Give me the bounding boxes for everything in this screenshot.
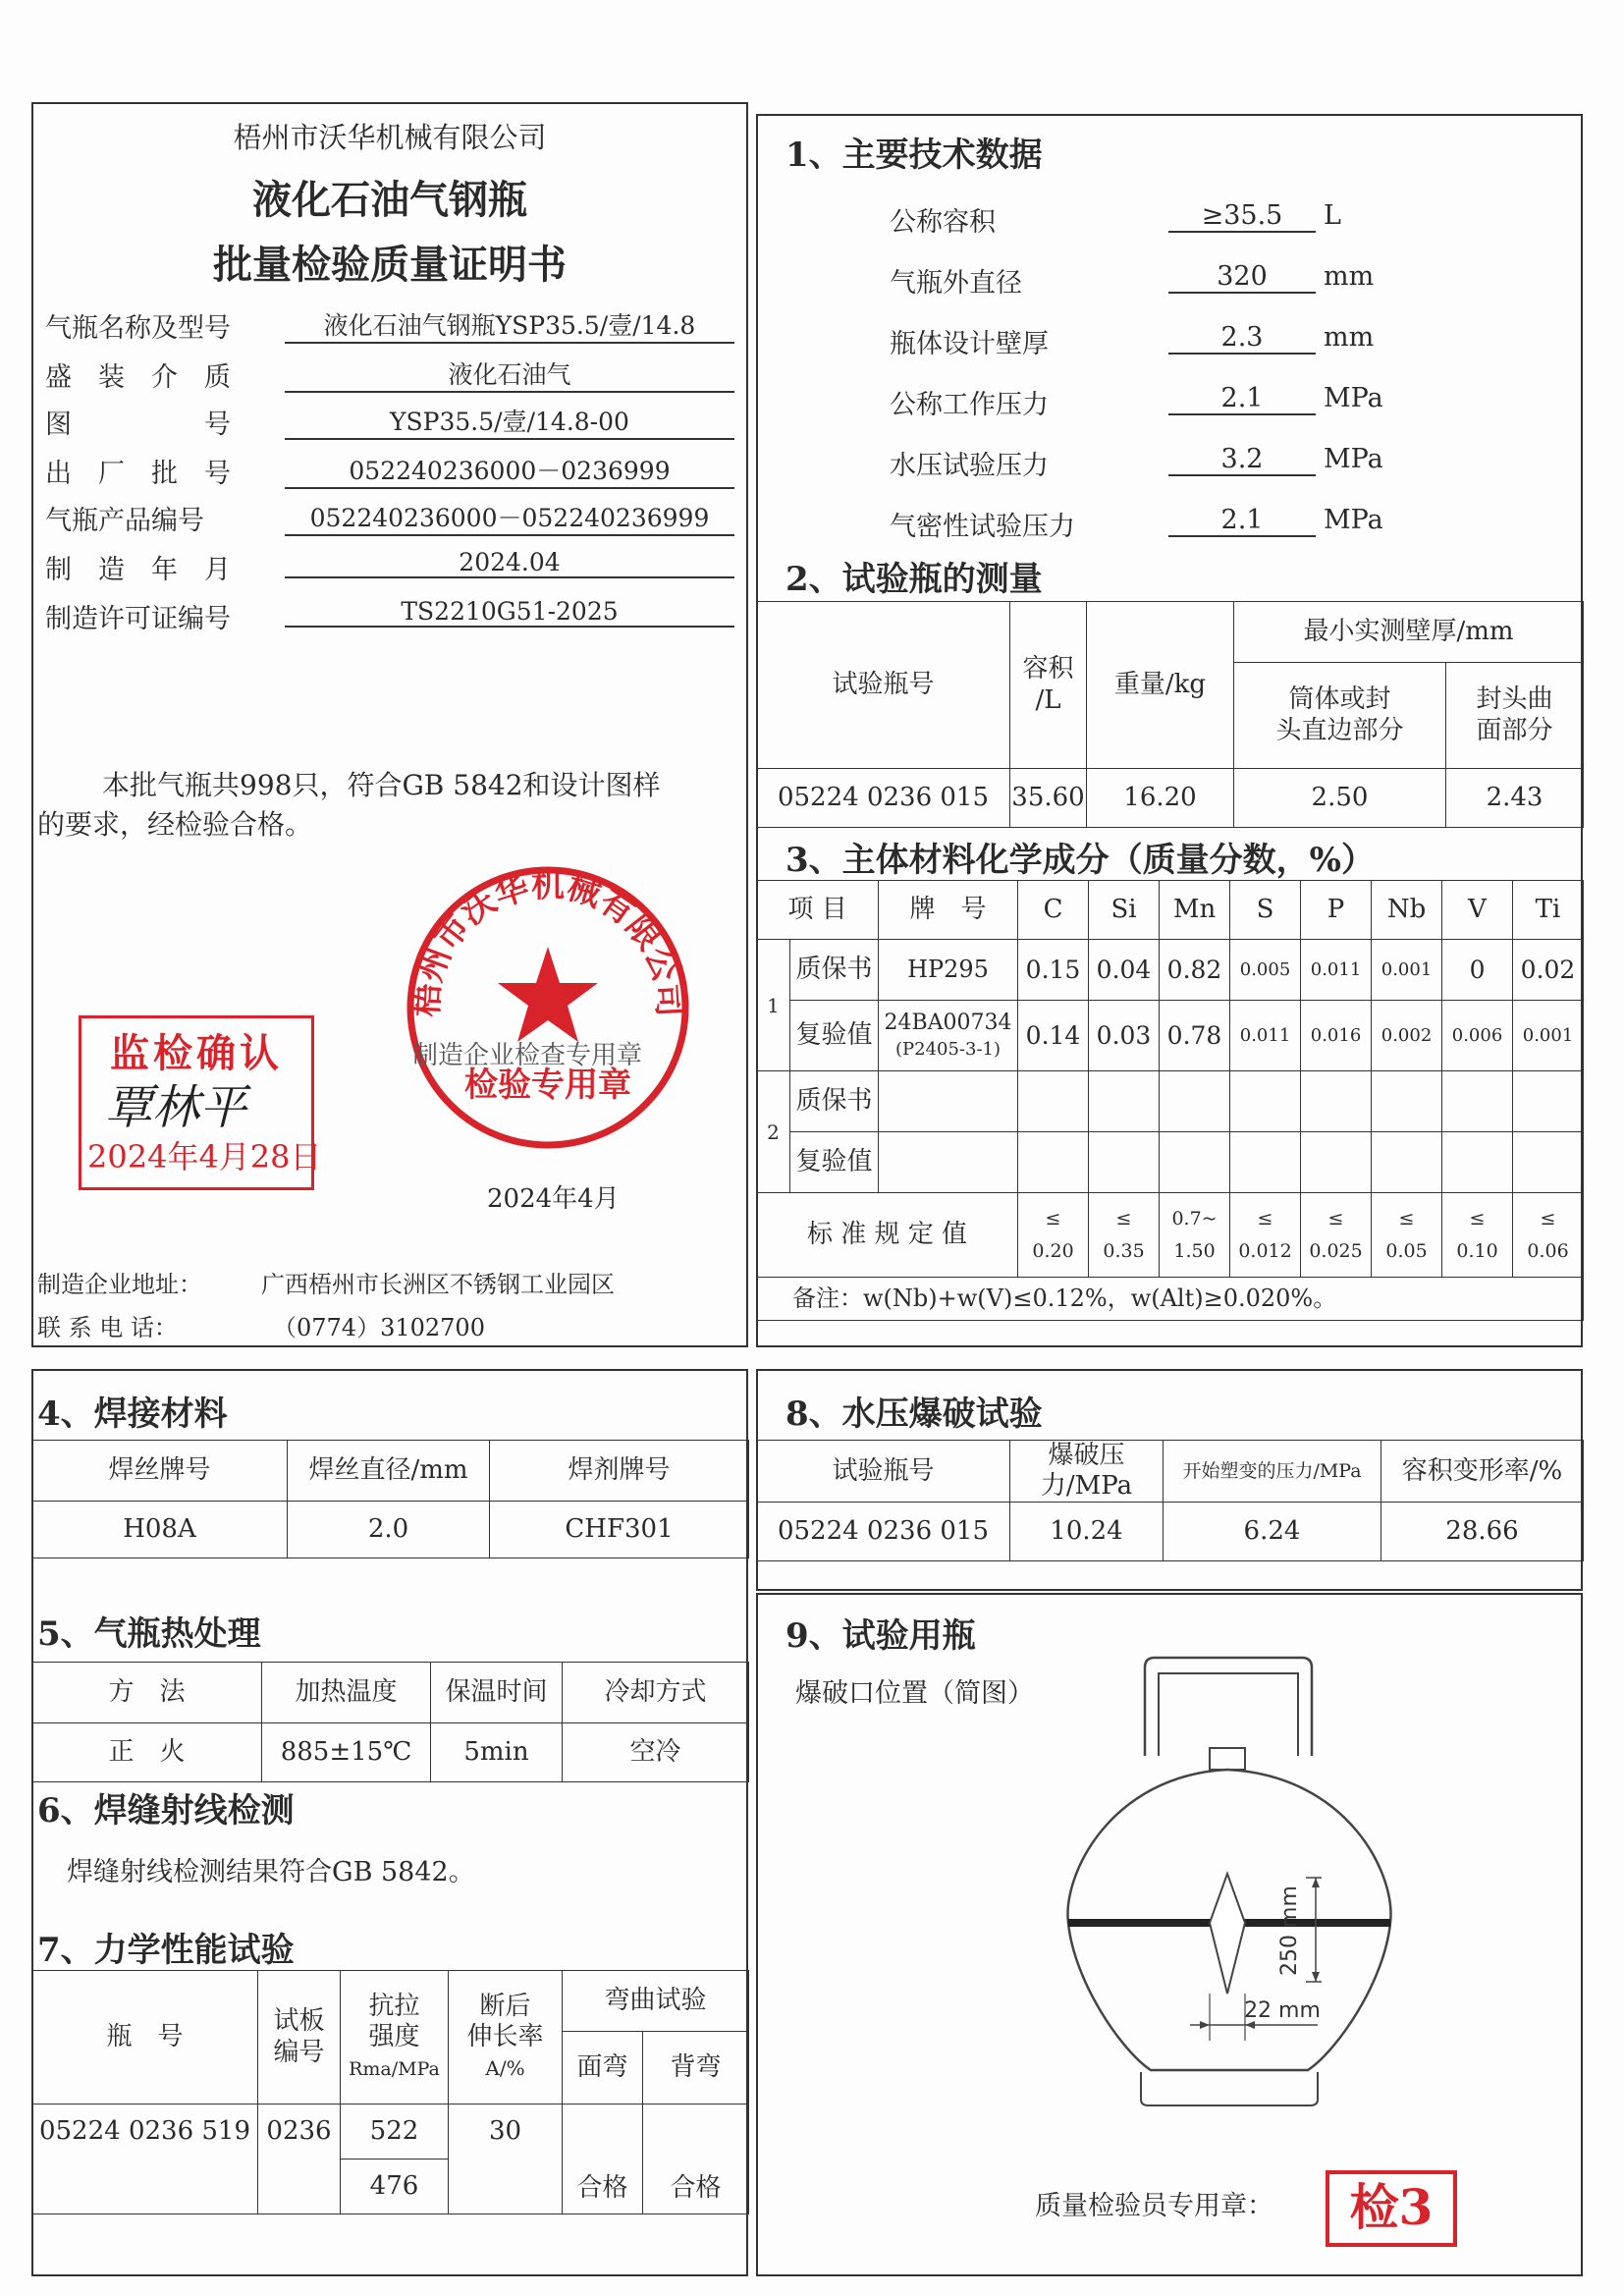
chem-h-element: Si — [1089, 881, 1160, 940]
chem-std-top: ≤ — [1540, 1208, 1556, 1230]
weld-header: 焊剂牌号 — [490, 1441, 749, 1502]
tech-label: 气密性试验压力 — [890, 512, 1075, 542]
process-panel — [31, 1369, 748, 2276]
measure-h-vol — [1010, 602, 1087, 769]
bottle-panel — [756, 1593, 1583, 2276]
measure-h-body — [1234, 663, 1446, 769]
chem-h-grade: 牌 号 — [879, 881, 1018, 940]
mech-h-back: 背弯 — [643, 2032, 749, 2105]
heat-header: 冷却方式 — [563, 1663, 749, 1723]
chem-h-element: C — [1018, 881, 1089, 940]
burst-heading: 8、水压爆破试验 — [785, 1394, 1043, 1434]
chem-r1-label: 质保书 — [790, 940, 879, 1001]
mech-h-plate-2: 编号 — [273, 2037, 325, 2067]
heat-header: 保温时间 — [431, 1663, 563, 1723]
burst-header: 试验瓶号 — [757, 1441, 1010, 1503]
mech-h-elong-1: 断后 — [479, 1991, 531, 2021]
chem-empty-cell — [1372, 1132, 1442, 1193]
chem-r2-value: 0.002 — [1372, 1001, 1442, 1071]
chem-std-bottom: 0.20 — [1032, 1239, 1074, 1262]
tech-value: 3.2 — [1168, 444, 1316, 476]
measure-bottle: 05224 0236 015 — [757, 769, 1010, 828]
mech-h-elong — [449, 1971, 563, 2105]
chem-empty-cell — [1442, 1132, 1513, 1193]
chem-r2-value: 0.14 — [1018, 1001, 1089, 1071]
tech-unit: MPa — [1324, 505, 1383, 535]
chem-std-value — [1160, 1193, 1230, 1278]
chem-std-bottom: 0.10 — [1456, 1239, 1498, 1262]
chem-std-top: ≤ — [1469, 1208, 1486, 1230]
cert-field-value: 2024.04 — [285, 548, 734, 578]
measure-h-bottle: 试验瓶号 — [757, 602, 1010, 769]
chem-r1-value: 0 — [1442, 940, 1513, 1001]
certificate-panel — [31, 102, 748, 1347]
burst-header: 开始塑变的压力/MPa — [1164, 1441, 1381, 1503]
mech-heading: 7、力学性能试验 — [37, 1931, 295, 1970]
chem-r1-value: 0.15 — [1018, 940, 1089, 1001]
chem-std-top: ≤ — [1045, 1208, 1061, 1230]
measure-h-weight: 重量/kg — [1087, 602, 1234, 769]
cert-field-label: 制 造 年 月 — [45, 555, 231, 585]
chem-h-element: V — [1442, 881, 1513, 940]
xray-heading: 6、焊缝射线检测 — [37, 1791, 295, 1831]
inspection-stamp — [79, 1015, 322, 1190]
chem-std-bottom: 0.025 — [1309, 1239, 1363, 1262]
chem-empty-cell — [1230, 1071, 1301, 1132]
burst-value: 28.66 — [1381, 1503, 1584, 1561]
chem-heading: 3、主体材料化学成分（质量分数，%） — [785, 841, 1375, 880]
chem-r2-value: 0.001 — [1513, 1001, 1584, 1071]
chem-r2-value: 0.011 — [1230, 1001, 1301, 1071]
chem-empty-cell — [1513, 1132, 1584, 1193]
heat-heading: 5、气瓶热处理 — [37, 1614, 261, 1654]
measure-head: 2.43 — [1446, 769, 1584, 828]
dim-vertical-label: 250 mm — [1277, 1886, 1302, 1976]
chem-std-label: 标 准 规 定 值 — [757, 1193, 1018, 1278]
address-value: 广西梧州市长洲区不锈钢工业园区 — [261, 1271, 615, 1298]
cert-field-label: 出 厂 批 号 — [45, 459, 231, 489]
heat-value: 正 火 — [32, 1723, 262, 1782]
chem-r1-value: 0.011 — [1301, 940, 1372, 1001]
mech-h-plate-1: 试板 — [273, 2006, 325, 2037]
mech-h-plate — [258, 1971, 341, 2105]
heat-value: 5min — [431, 1723, 563, 1782]
xray-text: 焊缝射线检测结果符合GB 5842。 — [67, 1857, 475, 1887]
chem-std-top: ≤ — [1327, 1208, 1344, 1230]
measure-body: 2.50 — [1234, 769, 1446, 828]
mech-tensile-1: 522 — [341, 2105, 449, 2159]
chem-empty-cell — [1230, 1132, 1301, 1193]
chem-std-value — [1089, 1193, 1160, 1278]
inspection-stamp-title: 监检确认 — [110, 1030, 283, 1076]
chem-empty-cell — [1301, 1071, 1372, 1132]
cert-field-value: TS2210G51-2025 — [285, 597, 734, 628]
cert-field-value: 052240236000－0236999 — [285, 452, 734, 489]
weld-header: 焊丝直径/mm — [288, 1441, 490, 1502]
measure-weight: 16.20 — [1087, 769, 1234, 828]
cert-field-label: 图 号 — [45, 410, 231, 440]
chem-r3-label: 质保书 — [790, 1071, 879, 1132]
chem-std-value — [1372, 1193, 1442, 1278]
bottle-heading: 9、试验用瓶 — [785, 1616, 976, 1656]
measure-vol: 35.60 — [1010, 769, 1087, 828]
mech-table — [31, 1970, 749, 2214]
chem-r1-value: 0.02 — [1513, 940, 1584, 1001]
chem-table — [756, 880, 1584, 1321]
bottle-sub: 爆破口位置（简图） — [795, 1678, 1034, 1709]
cert-field-label: 制造许可证编号 — [45, 604, 231, 634]
phone-label: 联 系 电 话： — [37, 1314, 178, 1341]
tech-value: 2.3 — [1168, 322, 1316, 355]
cert-field-label: 气瓶产品编号 — [45, 506, 204, 536]
burst-header: 爆破压力/MPa — [1010, 1441, 1164, 1503]
tech-label: 瓶体设计壁厚 — [890, 329, 1049, 359]
chem-h-element: Mn — [1160, 881, 1230, 940]
chem-std-value — [1301, 1193, 1372, 1278]
tech-unit: mm — [1324, 322, 1375, 353]
chem-r2-grade-main: 24BA00734 — [884, 1011, 1012, 1036]
mech-h-elong-2: 伸长率 — [466, 2021, 544, 2051]
mech-back: 合格 — [643, 2105, 749, 2214]
tech-value: ≥35.5 — [1168, 200, 1316, 233]
mech-h-face: 面弯 — [563, 2032, 643, 2105]
chem-std-bottom: 0.05 — [1385, 1239, 1428, 1262]
burst-table — [756, 1440, 1584, 1561]
chem-empty-cell — [1160, 1071, 1230, 1132]
measure-h-body-2: 头直边部分 — [1275, 715, 1404, 745]
mech-elong: 30 — [449, 2105, 563, 2214]
tech-label: 水压试验压力 — [890, 451, 1049, 481]
measure-h-head-1: 封头曲 — [1476, 684, 1553, 715]
mech-h-bottle: 瓶 号 — [32, 1971, 258, 2105]
tech-label: 公称工作压力 — [890, 390, 1049, 420]
seal-caption: 制造企业检查专用章 — [412, 1041, 643, 1070]
measure-h-min: 最小实测壁厚/mm — [1234, 602, 1584, 663]
mech-h-bend: 弯曲试验 — [563, 1971, 749, 2032]
address-label: 制造企业地址： — [37, 1271, 202, 1298]
measure-h-body-1: 筒体或封 — [1288, 684, 1391, 715]
chem-empty-cell — [1442, 1071, 1513, 1132]
chem-r2-value: 0.006 — [1442, 1001, 1513, 1071]
chem-std-value — [1230, 1193, 1301, 1278]
chem-r2-grade-sub: (P2405-3-1) — [894, 1038, 1001, 1060]
tech-unit: mm — [1324, 261, 1375, 292]
chem-empty-cell — [879, 1132, 1018, 1193]
chem-group-2: 2 — [757, 1071, 790, 1193]
heat-value: 空冷 — [563, 1723, 749, 1782]
cert-field-value: 液化石油气 — [285, 355, 734, 393]
chem-h-element: P — [1301, 881, 1372, 940]
tech-value: 2.1 — [1168, 383, 1316, 415]
chem-std-bottom: 0.012 — [1238, 1239, 1292, 1262]
phone-value: （0774）3102700 — [273, 1314, 485, 1341]
chem-r2-value: 0.78 — [1160, 1001, 1230, 1071]
dim-horizontal-label: 22 mm — [1244, 1998, 1321, 2023]
measure-h-head-2: 面部分 — [1476, 715, 1553, 745]
chem-r2-grade — [879, 1001, 1018, 1071]
tech-value: 2.1 — [1168, 505, 1316, 537]
chem-r2-value: 0.03 — [1089, 1001, 1160, 1071]
tech-unit: L — [1324, 200, 1341, 231]
cert-field-label: 气瓶名称及型号 — [45, 313, 231, 344]
chem-std-top: 0.7~ — [1171, 1208, 1218, 1230]
chem-empty-cell — [1301, 1132, 1372, 1193]
tech-heading: 1、主要技术数据 — [785, 136, 1043, 175]
chem-h-item: 项 目 — [757, 881, 879, 940]
chem-empty-cell — [1513, 1071, 1584, 1132]
weld-header: 焊丝牌号 — [32, 1441, 288, 1502]
tech-unit: MPa — [1324, 383, 1383, 413]
cert-field-value: YSP35.5/壹/14.8-00 — [285, 403, 734, 440]
chem-r2-value: 0.016 — [1301, 1001, 1372, 1071]
burst-value: 05224 0236 015 — [757, 1503, 1010, 1561]
chem-std-bottom: 0.35 — [1103, 1239, 1145, 1262]
chem-empty-cell — [1160, 1132, 1230, 1193]
weld-value: 2.0 — [288, 1502, 490, 1558]
inspection-signature: 覃林平 — [105, 1080, 247, 1135]
seal-bottom-text: 检验专用章 — [464, 1066, 631, 1105]
weld-value: CHF301 — [490, 1502, 749, 1558]
cert-field-label: 盛 装 介 质 — [45, 362, 231, 393]
chem-h-element: Ti — [1513, 881, 1584, 940]
measure-h-vol-text: 容积 — [1022, 654, 1074, 684]
burst-header: 容积变形率/% — [1381, 1441, 1584, 1503]
weld-heading: 4、焊接材料 — [37, 1394, 228, 1434]
mech-h-tensile-3: Rma/MPa — [349, 2058, 440, 2081]
mech-h-elong-3: A/% — [485, 2056, 525, 2081]
measure-h-vol-unit: /L — [1035, 684, 1061, 715]
seal-date: 2024年4月 — [487, 1184, 620, 1214]
tech-label: 气瓶外直径 — [890, 268, 1022, 299]
chem-empty-cell — [879, 1071, 1018, 1132]
chem-r2-label: 复验值 — [790, 1001, 879, 1071]
chem-r1-value: 0.005 — [1230, 940, 1301, 1001]
mech-h-tensile — [341, 1971, 449, 2105]
inspector-label: 质量检验员专用章： — [1035, 2191, 1273, 2221]
mech-face: 合格 — [563, 2105, 643, 2214]
burst-value: 10.24 — [1010, 1503, 1164, 1561]
chem-r1-value: 0.04 — [1089, 940, 1160, 1001]
heat-table — [31, 1662, 749, 1782]
statement-line-2: 的要求，经检验合格。 — [37, 808, 313, 841]
seal-ring-text: 梧州市沃华机械有限公司 — [406, 865, 689, 1018]
cert-field-value: 液化石油气钢瓶YSP35.5/壹/14.8 — [285, 306, 734, 344]
chem-r4-label: 复验值 — [790, 1132, 879, 1193]
heat-value: 885±15℃ — [262, 1723, 431, 1782]
tech-panel — [756, 114, 1583, 1347]
chem-std-top: ≤ — [1257, 1208, 1273, 1230]
chem-empty-cell — [1372, 1071, 1442, 1132]
chem-empty-cell — [1018, 1132, 1089, 1193]
inspector-stamp: 检3 — [1326, 2170, 1457, 2247]
doc-title-2: 批量检验质量证明书 — [213, 242, 567, 288]
tech-unit: MPa — [1324, 444, 1383, 474]
weld-table — [31, 1440, 749, 1558]
burst-value: 6.24 — [1164, 1503, 1381, 1561]
chem-h-element: S — [1230, 881, 1301, 940]
mech-tensile-2: 476 — [341, 2159, 449, 2214]
chem-empty-cell — [1089, 1132, 1160, 1193]
chem-std-value — [1513, 1193, 1584, 1278]
weld-value: H08A — [32, 1502, 288, 1558]
measure-table — [756, 601, 1584, 828]
chem-note: 备注：w(Nb)+w(V)≤0.12%，w(Alt)≥0.020%。 — [757, 1278, 1584, 1321]
inspection-date: 2024年4月28日 — [87, 1138, 322, 1175]
company-name: 梧州市沃华机械有限公司 — [233, 121, 547, 154]
chem-group-1: 1 — [757, 940, 790, 1071]
chem-std-bottom: 1.50 — [1173, 1239, 1216, 1262]
statement-line-1: 本批气瓶共998只，符合GB 5842和设计图样 — [102, 769, 661, 801]
chem-std-top: ≤ — [1115, 1208, 1132, 1230]
chem-r1-grade: HP295 — [879, 940, 1018, 1001]
bottle-diagram — [1053, 1628, 1406, 2119]
burst-panel — [756, 1369, 1583, 1591]
heat-header: 方 法 — [32, 1663, 262, 1723]
doc-title-1: 液化石油气钢瓶 — [252, 177, 527, 223]
mech-plate: 0236 — [258, 2105, 341, 2214]
cert-field-value: 052240236000－052240236999 — [285, 499, 734, 536]
chem-std-bottom: 0.06 — [1527, 1239, 1569, 1262]
measure-h-head — [1446, 663, 1584, 769]
chem-std-value — [1018, 1193, 1089, 1278]
chem-empty-cell — [1018, 1071, 1089, 1132]
chem-std-value — [1442, 1193, 1513, 1278]
chem-h-element: Nb — [1372, 881, 1442, 940]
mech-h-tensile-2: 强度 — [368, 2021, 420, 2051]
measure-heading: 2、试验瓶的测量 — [785, 560, 1043, 599]
chem-r1-value: 0.82 — [1160, 940, 1230, 1001]
tech-label: 公称容积 — [890, 207, 996, 238]
chem-empty-cell — [1089, 1071, 1160, 1132]
chem-std-top: ≤ — [1398, 1208, 1415, 1230]
company-seal — [401, 860, 695, 1155]
heat-header: 加热温度 — [262, 1663, 431, 1723]
mech-bottle: 05224 0236 519 — [32, 2105, 258, 2214]
mech-h-tensile-1: 抗拉 — [368, 1991, 420, 2021]
chem-r1-value: 0.001 — [1372, 940, 1442, 1001]
tech-value: 320 — [1168, 261, 1316, 294]
